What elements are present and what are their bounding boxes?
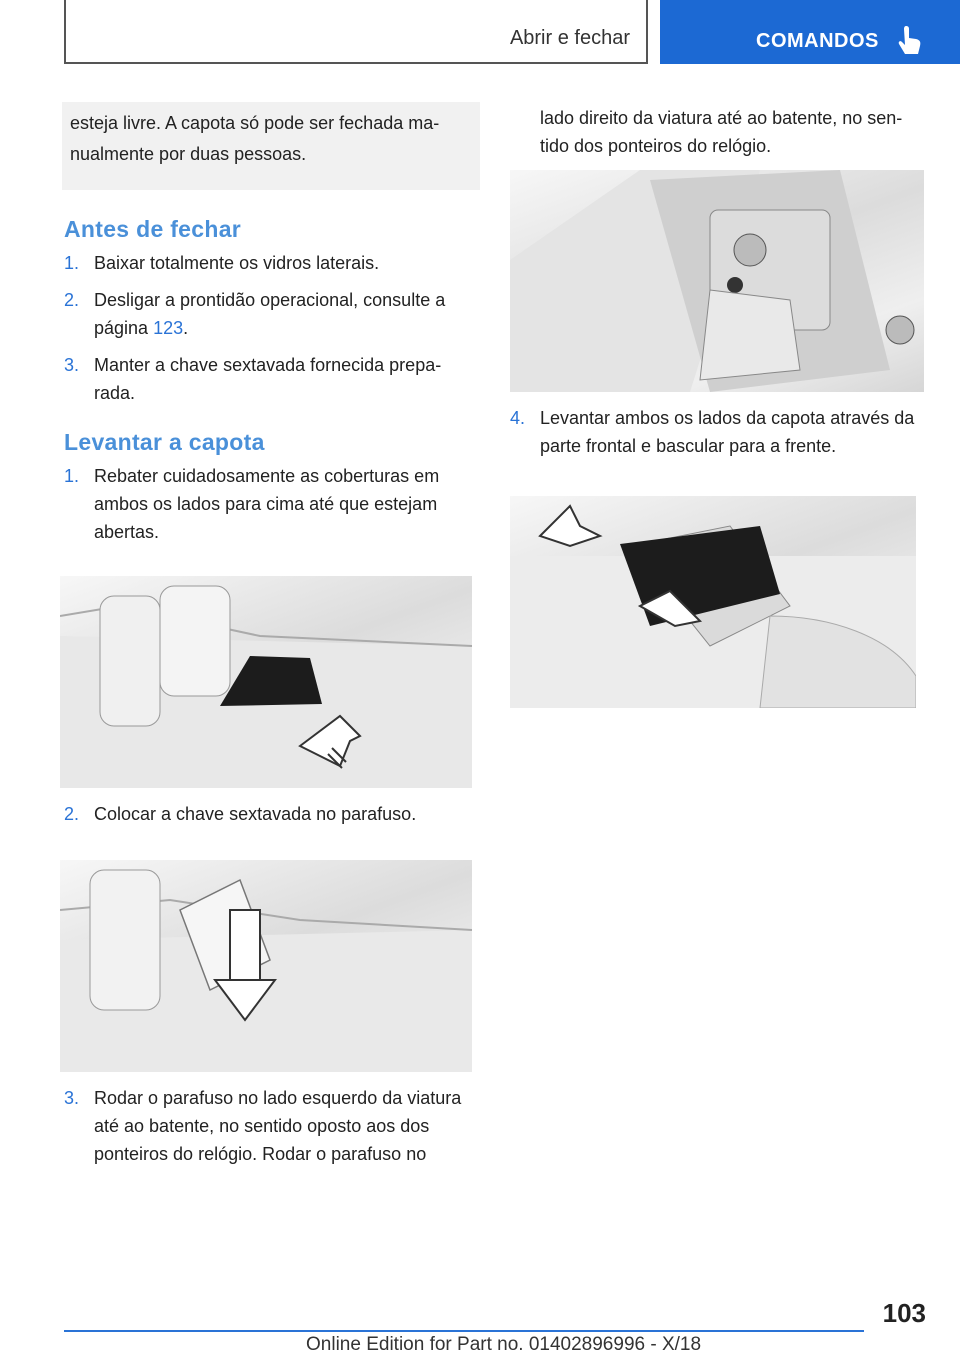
left-column (64, 102, 480, 1177)
heading-antes-de-fechar: Antes de fechar (64, 216, 242, 242)
list-item: 2. Colocar a chave sextavada no parafuso. (64, 804, 417, 824)
header-chapter-box (660, 0, 960, 64)
levantar-steps-list (64, 462, 480, 546)
hand-pointer-icon (896, 24, 924, 56)
list-item: 1. Rebater cuidadosamente as coberturas em ambos os lados para cima até que estejam abertas. (64, 466, 440, 542)
page-link[interactable]: 123 (153, 318, 184, 338)
list-item: 4. Levantar ambos os lados da capota através da parte frontal e bascular para a frente. (510, 408, 915, 456)
intro-note: esteja livre. A capota só pode ser fechada ma‐ nualmente por duas pessoas. (62, 102, 480, 190)
header-chapter-title: COMANDOS (756, 30, 879, 52)
list-item: 2. Desligar a prontidão operacional, consulte a página 123. (64, 290, 446, 338)
heading-levantar-a-capota: Levantar a capota (64, 429, 265, 455)
footer-edition: Online Edition for Part no. 01402896996 - X/18 (306, 1334, 702, 1355)
footer-divider (64, 1330, 864, 1332)
antes-steps-list (64, 249, 480, 407)
figure-covers-raised (60, 576, 472, 788)
list-item: 3. Manter a chave sextavada fornecida prepa‐ rada. (64, 355, 442, 403)
header-section-title: Abrir e fechar (509, 27, 630, 49)
figure-right-screw (510, 170, 924, 392)
list-item: 3. Rodar o parafuso no lado esquerdo da viatura até ao batente, no sentido oposto aos dos ponteiros do relógio. Rodar o parafuso no (64, 1088, 462, 1164)
levantar-steps-list-2 (64, 800, 480, 828)
page-number: 103 (882, 1298, 926, 1328)
step-3-continuation: lado direito da viatura até ao batente, no sen‐ tido dos ponteiros do relógio. (540, 108, 903, 156)
levantar-steps-list-4 (510, 404, 924, 460)
list-item: 1. Baixar totalmente os vidros laterais. (64, 253, 380, 273)
figure-roof-tilt-forward (510, 496, 916, 708)
levantar-steps-list-3 (64, 1084, 480, 1168)
right-column (510, 102, 924, 708)
figure-hex-key-inserted (60, 860, 472, 1072)
header-section-box (64, 0, 648, 64)
